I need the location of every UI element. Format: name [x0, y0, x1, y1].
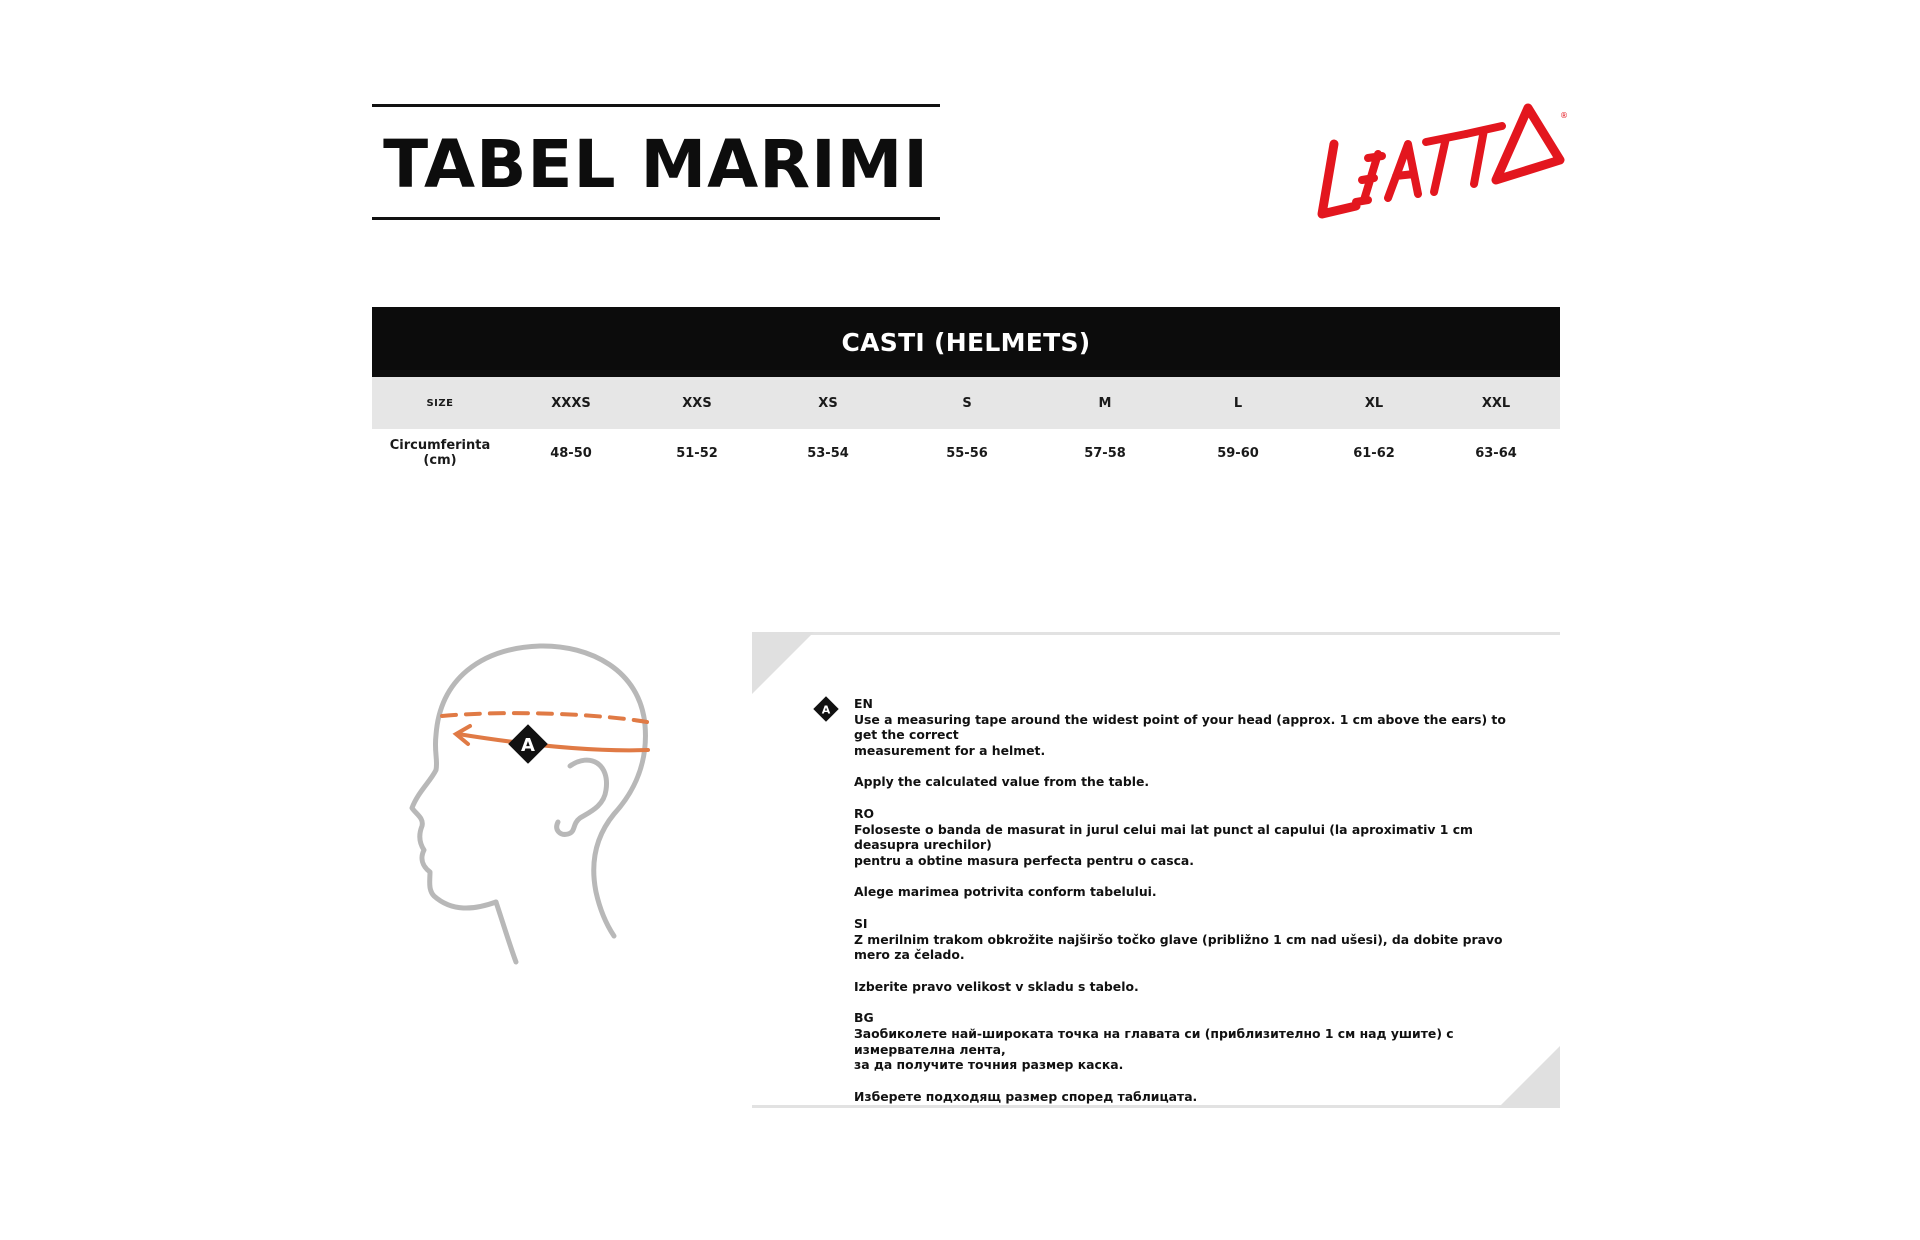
size-cell: XXS	[682, 395, 712, 411]
bg-text-line1: Заобиколете най-широката точка на главата си (приблизително 1 см над ушите) с измервателна лента,	[854, 1025, 1454, 1057]
corner-fold-top-left	[752, 632, 814, 694]
title-block	[372, 104, 940, 220]
svg-text:®: ®	[1560, 111, 1568, 120]
instructions-panel	[752, 632, 1560, 1108]
panel-edge-top	[752, 632, 1560, 635]
en-apply-text: Apply the calculated value from the table.	[854, 774, 1150, 790]
throat-outline	[496, 902, 516, 962]
size-cell: XXL	[1481, 395, 1511, 411]
bg-text-line2: за да получите точния размер каска.	[854, 1057, 1124, 1073]
lang-code-ro: RO	[854, 805, 875, 821]
ro-text-line2: pentru a obtine masura perfecta pentru o casca.	[854, 852, 1194, 868]
size-cell: XL	[1364, 395, 1384, 411]
size-cell: M	[1098, 395, 1112, 411]
head-measurement-illustration	[400, 640, 700, 980]
table-title: CASTI (HELMETS)	[372, 307, 1560, 377]
tape-front	[458, 734, 648, 750]
value-cell: 51-52	[676, 445, 718, 461]
page-title: TABEL MARIMI	[383, 126, 929, 203]
ro-apply-text: Alege marimea potrivita conform tabelului.	[854, 884, 1157, 900]
marker-a-panel-label: A	[821, 703, 831, 717]
value-cell: 61-62	[1353, 445, 1395, 461]
title-rule-bottom	[372, 217, 940, 220]
leatt-logo	[1316, 102, 1566, 218]
marker-a-label: A	[521, 735, 535, 756]
si-apply-text: Izberite pravo velikost v skladu s tabelo.	[854, 978, 1139, 994]
size-cell: XXXS	[551, 395, 591, 411]
panel-edge-bottom	[752, 1105, 1560, 1108]
neck-outline	[594, 725, 646, 936]
en-text-line1: Use a measuring tape around the widest point of your head (approx. 1 cm above the ears) to get the correct	[854, 711, 1506, 743]
ear-outline	[557, 760, 607, 834]
lang-code-bg: BG	[854, 1010, 874, 1026]
lang-code-en: EN	[854, 696, 873, 711]
value-cell: 55-56	[946, 445, 988, 461]
value-cell: 59-60	[1217, 445, 1259, 461]
title-rule-top	[372, 104, 940, 107]
lang-code-si: SI	[854, 915, 868, 931]
circumference-row	[372, 429, 1560, 477]
size-cell: XS	[818, 395, 838, 411]
marker-a-icon	[508, 724, 548, 764]
size-cell: S	[962, 395, 972, 411]
bg-apply-text: Изберете подходящ размер според таблицата.	[854, 1088, 1198, 1104]
head-outline	[412, 646, 645, 908]
si-text-line1: Z merilnim trakom obkrožite najširšo točko glave (približno 1 cm nad ušesi), da dobite pravo mero za čelado.	[854, 931, 1503, 963]
value-cell: 57-58	[1084, 445, 1126, 461]
en-text-line2: measurement for a helmet.	[854, 742, 1046, 758]
marker-a-icon	[812, 695, 840, 723]
ro-text-line1: Foloseste o banda de masurat in jurul celui mai lat punct al capului (la aproximativ 1 cm deasupra urechilor)	[854, 821, 1473, 853]
size-header-label: SIZE	[426, 397, 454, 409]
tape-dashed-back	[442, 713, 647, 722]
circumference-label: Circumferinta (cm)	[389, 438, 491, 468]
size-table	[372, 307, 1560, 477]
value-cell: 63-64	[1475, 445, 1517, 461]
size-header-row	[372, 377, 1560, 429]
value-cell: 53-54	[807, 445, 849, 461]
value-cell: 48-50	[550, 445, 592, 461]
instructions-text	[854, 696, 1514, 1104]
size-cell: L	[1233, 395, 1243, 411]
